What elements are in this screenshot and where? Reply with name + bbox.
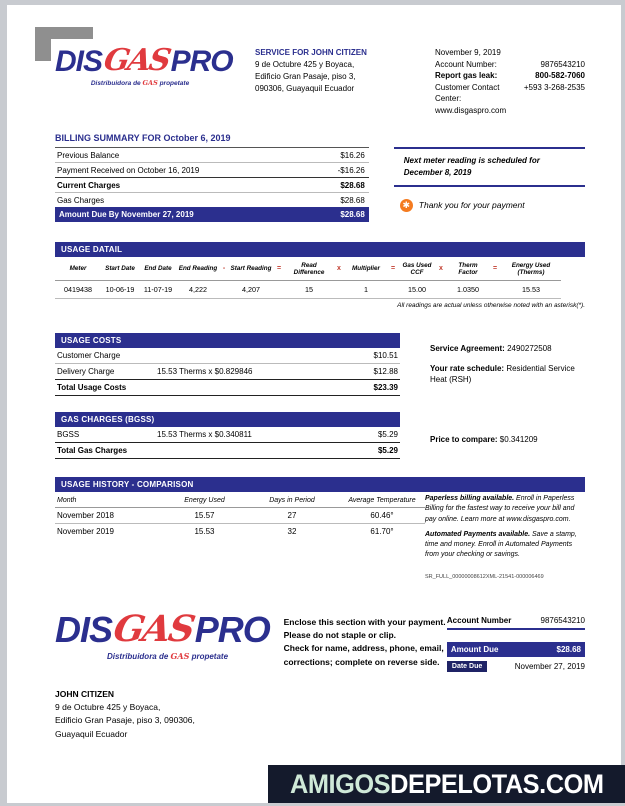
logo-tagline	[55, 651, 280, 661]
stub-date-due-row	[447, 661, 585, 672]
cost-value: $5.29	[377, 430, 398, 440]
stub-account-number-label: Account Number	[446, 616, 512, 626]
account-info-block	[435, 47, 585, 117]
billing-row-payment-received	[55, 163, 369, 178]
amount-due-label: Amount Due By November 27, 2019	[59, 209, 194, 219]
row-value: $28.68	[340, 180, 365, 190]
stub-date-due-value: November 27, 2019	[514, 662, 585, 672]
automated-lead: Automated Payments available.	[425, 530, 531, 538]
read-difference-value: 15	[285, 281, 333, 299]
total-gas-charges-row	[55, 442, 400, 459]
row-value: $16.26	[340, 150, 365, 160]
cost-label: Customer Charge	[57, 351, 121, 361]
usage-history-header-row	[55, 494, 425, 508]
billing-summary-title: BILLING SUMMARY FOR October 6, 2019	[55, 132, 231, 143]
rate-schedule-value: Residential Service Heat (RSH)	[430, 363, 575, 385]
col-header-end-date: End Date	[139, 259, 177, 282]
service-address-line: 090306, Guayaquil Ecuador	[255, 84, 355, 93]
service-address-line: 9 de Octubre 425 y Boyaca,	[255, 60, 355, 69]
col-header-gas-used-ccf: Gas Used CCF	[399, 259, 435, 282]
col-header-end-reading: End Reading	[177, 259, 219, 282]
gas-charges-section	[55, 412, 585, 459]
month-value: November 2018	[57, 511, 114, 521]
recipient-address-line: Edificio Gran Pasaje, piso 3, 090306,	[55, 715, 195, 726]
stub-amount-due-value: $28.68	[556, 645, 581, 655]
service-for-title: SERVICE FOR JOHN CITIZEN	[255, 48, 367, 57]
row-label: Gas Charges	[57, 195, 105, 205]
thank-you-note	[394, 199, 585, 212]
payment-stub	[55, 608, 585, 672]
gas-charges-header-bar: GAS CHARGES (BGSS)	[55, 412, 400, 427]
thank-you-text: Thank you for your payment	[418, 200, 525, 211]
price-to-compare-label: Price to compare:	[430, 435, 498, 445]
row-value: -$16.26	[337, 165, 365, 175]
service-address-block	[255, 47, 405, 117]
instruction-line: corrections; complete on reverse side.	[283, 656, 440, 667]
tagline-gas: GAS	[142, 79, 158, 87]
col-header-read-difference: Read Difference	[285, 259, 333, 282]
billing-summary-table	[55, 147, 369, 222]
usage-history-section	[55, 477, 585, 582]
temperature-value: 61.70°	[370, 527, 394, 537]
website-link: www.disgaspro.com	[435, 105, 507, 115]
col-header-energy-used: Energy Used (Therms)	[501, 259, 561, 282]
recipient-name: JOHN CITIZEN	[55, 689, 115, 700]
gas-used-ccf-value: 15.00	[399, 281, 435, 299]
paperless-text: Enroll in Paperless Billing for the fastest way to receive your bill and pay online. Learn more at www.disgaspro.com.	[425, 495, 575, 523]
energy-value: 15.57	[194, 511, 215, 521]
star-badge-icon: ✱	[400, 199, 413, 212]
usage-costs-section	[55, 333, 585, 396]
amount-due-value: $28.68	[340, 209, 365, 219]
tagline-pre: Distribuidora de	[106, 652, 171, 662]
col-header-start-reading: Start Reading	[229, 259, 273, 282]
reference-code: SR_FULL_00000008612XML-21541-000006469	[425, 574, 544, 581]
logo-dis: DIS	[55, 45, 103, 78]
end-date-value: 11-07-19	[139, 281, 177, 299]
times-operator: x	[435, 259, 447, 282]
spacer-cell	[435, 281, 447, 299]
col-header-multiplier: Multiplier	[345, 259, 387, 282]
billing-row-gas-charges	[55, 193, 369, 207]
stub-amount-due-bar	[447, 642, 585, 657]
service-address-line: Edificio Gran Pasaje, piso 3,	[255, 72, 356, 81]
energy-used-value: 15.53	[501, 281, 561, 299]
automated-text: Save a stamp, time and money. Enroll in Automated Payments from your checking or savings.	[425, 530, 577, 558]
times-operator: x	[333, 259, 345, 282]
paperless-lead: Paperless billing available.	[425, 495, 515, 503]
service-agreement-label: Service Agreement:	[430, 344, 505, 354]
stub-account-number-value: 9876543210	[540, 616, 585, 626]
usage-history-header-bar: USAGE HISTORY - COMPARISON	[55, 477, 585, 492]
end-reading-value: 4,222	[177, 281, 219, 299]
col-header-month: Month	[57, 497, 77, 505]
col-header-days-in-period: Days in Period	[269, 497, 315, 505]
rate-schedule-label: Your rate schedule:	[430, 363, 505, 373]
equals-operator: =	[489, 259, 501, 282]
total-value: $23.39	[373, 383, 398, 393]
marketing-text-block	[425, 494, 585, 582]
billing-row-previous-balance	[55, 148, 369, 163]
gas-leak-phone: 800-582-7060	[535, 71, 585, 81]
stub-payment-box	[447, 612, 585, 672]
col-header-start-date: Start Date	[101, 259, 139, 282]
days-value: 32	[287, 527, 297, 537]
spacer-cell	[489, 281, 501, 299]
stub-amount-due-label: Amount Due	[450, 645, 499, 655]
start-date-value: 10-06-19	[101, 281, 139, 299]
col-header-average-temperature: Average Temperature	[348, 497, 416, 505]
spacer-cell	[387, 281, 399, 299]
recipient-address-line: 9 de Octubre 425 y Boyaca,	[55, 702, 161, 713]
total-label: Total Usage Costs	[57, 383, 127, 393]
cost-row-delivery-charge	[55, 364, 400, 380]
col-header-therm-factor: Therm Factor	[447, 259, 489, 282]
meter-notice-line2: December 8, 2019	[403, 167, 472, 177]
account-number-value: 9876543210	[540, 59, 585, 69]
readings-footnote: All readings are actual unless otherwise noted with an asterisk(*).	[397, 302, 585, 310]
instruction-line: Check for name, address, phone, email,	[283, 643, 444, 654]
logo-pro: PRO	[170, 45, 233, 78]
equals-operator: =	[273, 259, 285, 282]
spacer-cell	[273, 281, 285, 299]
col-header-energy-used: Energy Used	[184, 497, 225, 505]
total-value: $5.29	[377, 446, 398, 456]
start-reading-value: 4,207	[229, 281, 273, 299]
row-label: Current Charges	[57, 180, 121, 190]
tagline-post: propetate	[189, 652, 229, 662]
gas-leak-label: Report gas leak:	[435, 71, 498, 81]
paperless-billing-paragraph	[425, 494, 585, 524]
service-agreement-value: 2490272508	[504, 344, 552, 354]
usage-costs-header-bar: USAGE COSTS	[55, 333, 400, 348]
col-header-meter: Meter	[55, 259, 101, 282]
watermark-left: AMIGOS	[289, 768, 390, 799]
meter-notice-line1: Next meter reading is scheduled for	[403, 155, 540, 165]
cost-detail	[157, 351, 328, 360]
bill-header	[55, 43, 585, 117]
logo-gas: GAS	[110, 608, 197, 651]
recipient-address-line: Guayaquil Ecuador	[55, 728, 128, 739]
watermark-bar	[268, 765, 625, 803]
stub-account-number-row	[447, 616, 585, 630]
mailing-address-block	[55, 688, 585, 741]
watermark-right: DEPELOTAS.COM	[389, 768, 604, 799]
minus-operator: -	[219, 259, 229, 282]
price-to-compare-value: $0.341209	[497, 435, 538, 445]
cost-row-customer-charge	[55, 348, 400, 364]
disgaspro-logo-stub	[55, 608, 280, 662]
bill-page	[7, 5, 621, 803]
tagline-pre: Distribuidora de	[90, 80, 143, 87]
cost-detail: 15.53 Therms x $0.340811	[157, 430, 252, 440]
usage-detail-header-bar: USAGE DATAIL	[55, 242, 585, 257]
bill-date: November 9, 2019	[435, 48, 501, 57]
cost-label: Delivery Charge	[57, 367, 115, 377]
multiplier-value: 1	[345, 281, 387, 299]
usage-history-row-2019	[55, 524, 425, 539]
billing-row-current-charges	[55, 178, 369, 193]
logo-pro: PRO	[194, 609, 270, 651]
cost-value: $10.51	[373, 351, 398, 361]
usage-detail-section	[55, 242, 585, 310]
spacer-cell	[219, 281, 229, 299]
next-meter-reading-notice	[394, 147, 585, 187]
instruction-line: Please do not staple or clip.	[283, 630, 397, 641]
logo-gas: GAS	[101, 43, 172, 78]
stub-instructions	[284, 612, 447, 672]
watermark-text	[290, 769, 604, 800]
month-value: November 2019	[57, 527, 114, 537]
total-usage-costs-row	[55, 379, 400, 396]
temperature-value: 60.46°	[370, 511, 394, 521]
spacer-cell	[333, 281, 345, 299]
total-label: Total Gas Charges	[57, 446, 128, 456]
usage-detail-table	[55, 259, 585, 300]
account-number-label: Account Number:	[435, 59, 497, 69]
stub-date-due-label: Date Due	[447, 661, 487, 672]
cost-value: $12.88	[373, 367, 398, 377]
row-label: Payment Received on October 16, 2019	[57, 165, 200, 175]
price-to-compare-block	[430, 412, 585, 459]
therm-factor-value: 1.0350	[447, 281, 489, 299]
service-agreement-block	[430, 333, 585, 396]
row-value: $28.68	[340, 195, 365, 205]
usage-history-table	[55, 494, 425, 582]
tagline-post: propetate	[157, 80, 190, 87]
contact-center-phone: +593 3-268-2535	[523, 82, 585, 92]
cost-label: BGSS	[57, 430, 80, 440]
row-label: Previous Balance	[57, 150, 120, 160]
equals-operator: =	[387, 259, 399, 282]
meter-value: 0419438	[55, 281, 101, 299]
cost-row-bgss	[55, 427, 400, 443]
energy-value: 15.53	[194, 527, 215, 537]
cost-detail: 15.53 Therms x $0.829846	[157, 367, 253, 377]
days-value: 27	[287, 511, 297, 521]
contact-center-label: Customer Contact Center:	[435, 82, 500, 104]
automated-payments-paragraph	[425, 530, 585, 560]
amount-due-bar	[55, 207, 369, 222]
instruction-line: Enclose this section with your payment.	[283, 617, 446, 628]
corner-mark-decoration	[35, 27, 93, 61]
usage-history-row-2018	[55, 508, 425, 524]
tagline-gas: GAS	[170, 651, 190, 662]
logo-tagline	[55, 79, 225, 87]
logo-dis: DIS	[55, 609, 113, 651]
